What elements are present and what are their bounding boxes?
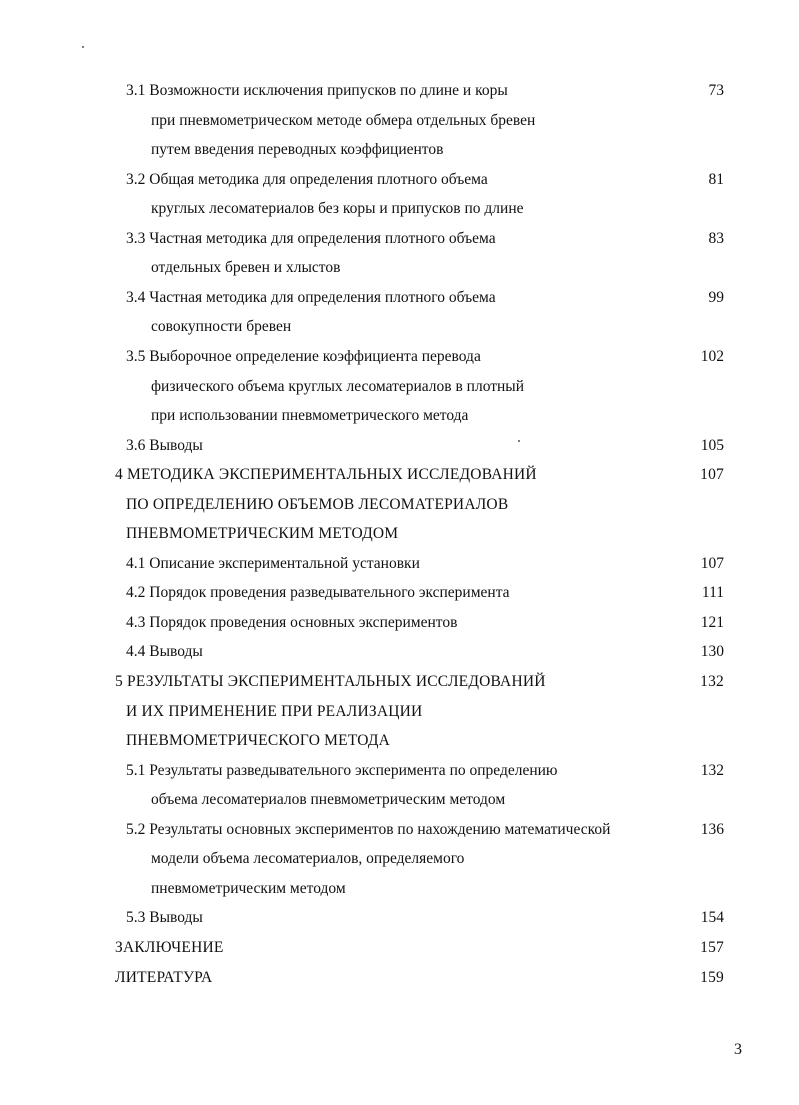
toc-entry-title: 5.1 Результаты разведывательного эксперимента по определению: [126, 762, 558, 779]
toc-entry-title: 3.4 Частная методика для определения плотного объема: [126, 289, 496, 306]
toc-line: [0, 403, 799, 429]
toc-entry-continuation: при пневмометрическом методе обмера отдельных бревен: [151, 112, 536, 129]
toc-entry-title: 5 РЕЗУЛЬТАТЫ ЭКСПЕРИМЕНТАЛЬНЫХ ИССЛЕДОВАНИЙ: [115, 673, 546, 690]
toc-entry-title: 5.2 Результаты основных экспериментов по нахождению математической: [126, 821, 611, 838]
toc-line: [0, 699, 799, 725]
toc-entry-title: ЗАКЛЮЧЕНИЕ: [115, 939, 224, 956]
toc-page-number: 105: [700, 437, 724, 454]
toc-entry-continuation: ПНЕВМОМЕТРИЧЕСКОГО МЕТОДА: [126, 732, 391, 749]
toc-page-number: 107: [700, 466, 724, 483]
toc-line: [0, 905, 799, 931]
toc-line: [0, 521, 799, 547]
toc-line: [0, 817, 799, 843]
toc-line: [0, 876, 799, 902]
toc-entry-continuation: при использовании пневмометрического метода: [151, 407, 469, 424]
toc-entry-title: 3.5 Выборочное определение коэффициента перевода: [126, 348, 481, 365]
toc-line: [0, 610, 799, 636]
toc-line: [0, 255, 799, 281]
toc-page-number: 107: [700, 555, 724, 572]
toc-line: [0, 314, 799, 340]
toc-page-number: 154: [700, 909, 724, 926]
toc-page-number: 136: [700, 821, 724, 838]
toc-entry-continuation: ПО ОПРЕДЕЛЕНИЮ ОБЪЕМОВ ЛЕСОМАТЕРИАЛОВ: [126, 496, 509, 513]
toc-page-number: 132: [700, 673, 724, 690]
toc-line: [0, 344, 799, 370]
toc-line: [0, 846, 799, 872]
toc-entry-title: 5.3 Выводы: [126, 909, 203, 926]
toc-page-number: 130: [700, 643, 724, 660]
toc-page-number: 102: [700, 348, 724, 365]
toc-entry-continuation: пневмометрическим методом: [151, 880, 346, 897]
scan-speck: [82, 46, 84, 48]
toc-page-number: 83: [708, 230, 724, 247]
scan-speck: [518, 440, 520, 442]
toc-entry-title: 4.4 Выводы: [126, 643, 203, 660]
toc-page-number: 157: [700, 939, 724, 956]
toc-entry-title: 4 МЕТОДИКА ЭКСПЕРИМЕНТАЛЬНЫХ ИССЛЕДОВАНИЙ: [115, 466, 537, 483]
toc-entry-title: 3.1 Возможности исключения припусков по длине и коры: [126, 82, 508, 99]
toc-line: [0, 137, 799, 163]
toc-line: [0, 285, 799, 311]
toc-page-number: 73: [708, 82, 724, 99]
toc-page-number: 99: [708, 289, 724, 306]
toc-line: [0, 965, 799, 991]
toc-page-number: 132: [700, 762, 724, 779]
toc-line: [0, 374, 799, 400]
toc-entry-continuation: круглых лесоматериалов без коры и припусков по длине: [151, 200, 524, 217]
toc-entry-continuation: объема лесоматериалов пневмометрическим методом: [151, 791, 506, 808]
toc-page-number: 121: [700, 614, 724, 631]
toc-page-number: 81: [708, 171, 724, 188]
toc-entry-title: 4.2 Порядок проведения разведывательного эксперимента: [126, 584, 510, 601]
toc-line: [0, 108, 799, 134]
toc-line: [0, 196, 799, 222]
toc-entry-continuation: И ИХ ПРИМЕНЕНИЕ ПРИ РЕАЛИЗАЦИИ: [126, 703, 423, 720]
toc-entry-title: 3.3 Частная методика для определения плотного объема: [126, 230, 496, 247]
toc-page-number: 159: [700, 969, 724, 986]
toc-line: [0, 935, 799, 961]
toc-line: [0, 551, 799, 577]
toc-line: [0, 669, 799, 695]
page-number: 3: [734, 1041, 742, 1058]
toc-entry-continuation: ПНЕВМОМЕТРИЧЕСКИМ МЕТОДОМ: [126, 525, 399, 542]
toc-line: [0, 167, 799, 193]
toc-line: [0, 639, 799, 665]
toc-entry-continuation: отдельных бревен и хлыстов: [151, 259, 341, 276]
toc-line: [0, 787, 799, 813]
toc-entry-title: 4.3 Порядок проведения основных экспериментов: [126, 614, 458, 631]
toc-entry-title: 4.1 Описание экспериментальной установки: [126, 555, 420, 572]
toc-entry-title: 3.6 Выводы: [126, 437, 203, 454]
toc-entry-continuation: модели объема лесоматериалов, определяемого: [151, 850, 465, 867]
toc-line: [0, 462, 799, 488]
toc-page-number: 111: [701, 584, 724, 601]
toc-line: [0, 433, 799, 459]
toc-line: [0, 580, 799, 606]
toc-line: [0, 728, 799, 754]
toc-line: [0, 78, 799, 104]
toc-entry-continuation: путем введения переводных коэффициентов: [151, 141, 444, 158]
toc-entry-continuation: совокупности бревен: [151, 318, 292, 335]
toc-entry-continuation: физического объема круглых лесоматериалов в плотный: [151, 378, 525, 395]
toc-line: [0, 226, 799, 252]
toc-entry-title: ЛИТЕРАТУРА: [115, 969, 213, 986]
toc-line: [0, 758, 799, 784]
toc-line: [0, 492, 799, 518]
toc-entry-title: 3.2 Общая методика для определения плотного объема: [126, 171, 488, 188]
